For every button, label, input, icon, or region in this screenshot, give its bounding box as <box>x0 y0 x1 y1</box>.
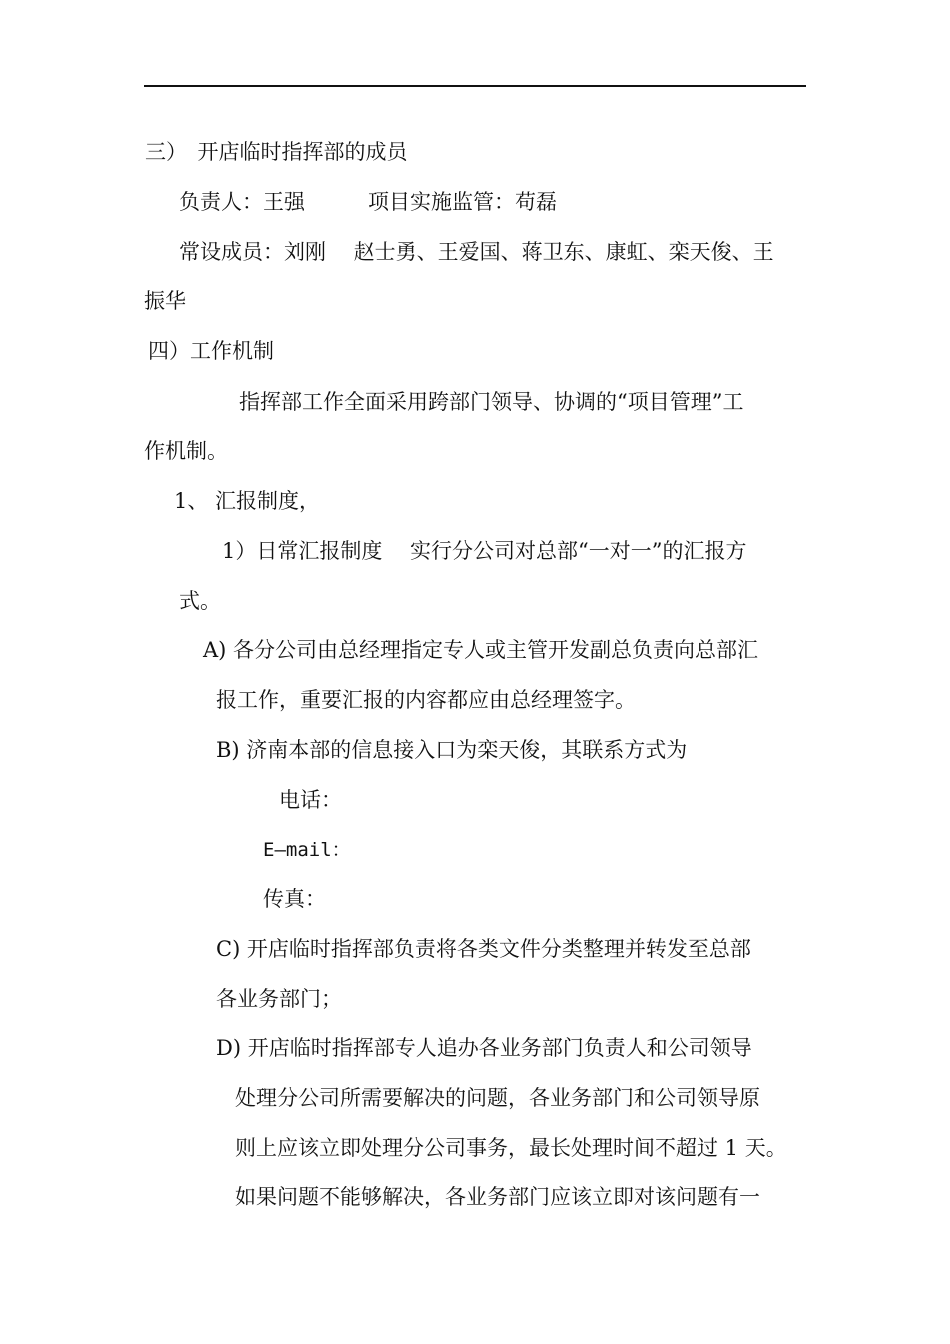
section3-heading: 三） 开店临时指挥部的成员 <box>145 140 408 164</box>
item-c-line-1: C) 开店临时指挥部负责将各类文件分类整理并转发至总部 <box>216 937 751 961</box>
members-line-1: 常设成员：刘刚 赵士勇、王爱国、蒋卫东、康虹、栾天俊、王 <box>179 240 774 264</box>
item-d-line-4: 如果问题不能够解决，各业务部门应该立即对该问题有一 <box>235 1185 760 1209</box>
item-d-line-2: 处理分公司所需要解决的问题，各业务部门和公司领导原 <box>235 1086 760 1110</box>
intro-line-2: 作机制。 <box>144 439 228 463</box>
item-c-line-2: 各业务部门； <box>216 987 342 1011</box>
item1-title: 1、 汇报制度， <box>174 489 321 513</box>
fax-label: 传真： <box>263 887 326 911</box>
sub1-line-1: 1）日常汇报制度 实行分公司对总部“一对一”的汇报方 <box>222 539 747 563</box>
sub1-line-2: 式。 <box>179 589 221 613</box>
section4-heading: 四）工作机制 <box>148 339 274 363</box>
email-label: E—mail： <box>263 839 351 861</box>
header-rule <box>144 85 806 87</box>
item-a-line-2: 报工作，重要汇报的内容都应由总经理签字。 <box>216 688 636 712</box>
item-d-line-1: D) 开店临时指挥部专人追办各业务部门负责人和公司领导 <box>216 1036 752 1060</box>
members-line-2: 振华 <box>144 289 186 313</box>
item-a-line-1: A) 各分公司由总经理指定专人或主管开发副总负责向总部汇 <box>203 638 759 662</box>
item-b-line-1: B) 济南本部的信息接入口为栾天俊，其联系方式为 <box>216 738 688 762</box>
intro-line-1: 指挥部工作全面采用跨部门领导、协调的“项目管理”工 <box>239 390 744 414</box>
phone-label: 电话： <box>279 788 342 812</box>
item-d-line-3: 则上应该立即处理分公司事务，最长处理时间不超过 1 天。 <box>235 1136 787 1160</box>
leader-line: 负责人：王强 项目实施监管：苟磊 <box>179 190 557 214</box>
